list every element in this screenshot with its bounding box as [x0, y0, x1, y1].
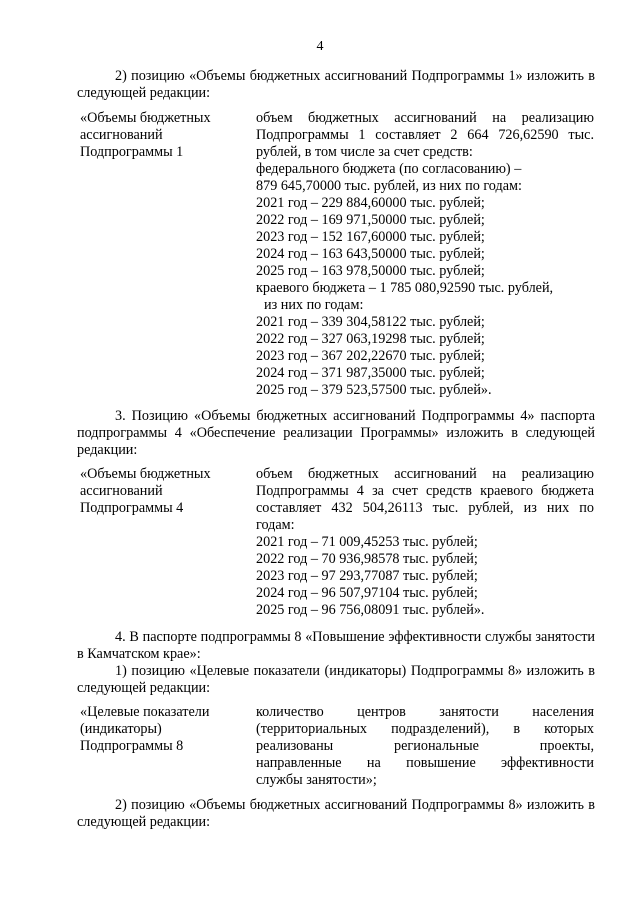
label-line: «Объемы бюджетных [80, 466, 211, 482]
content-line: 2025 год – 379 523,57500 тыс. рублей». [256, 382, 492, 398]
content-line: годам: [256, 517, 295, 533]
paragraph-text: 2) позицию «Объемы бюджетных ассигнований Подпрограммы 1» изложить в следующей редакции: [77, 68, 595, 101]
paragraph-text: 4. В паспорте подпрограммы 8 «Повышение эффективности службы занятости в Камчатском крае»: [77, 629, 595, 662]
content-line: реализованы региональные проекты, [256, 738, 594, 754]
content-line: Подпрограммы 4 за счет средств краевого бюджета [256, 483, 594, 499]
content-line: направленные на повышение эффективности [256, 755, 594, 771]
paragraph-item-3 [77, 408, 595, 459]
page-number: 4 [316, 39, 324, 54]
paragraph-subitem-1 [77, 663, 595, 697]
table-label [80, 110, 240, 161]
content-line: 2022 год – 327 063,19298 тыс. рублей; [256, 331, 485, 347]
content-line: 2021 год – 339 304,58122 тыс. рублей; [256, 314, 485, 330]
content-line: 2024 год – 163 643,50000 тыс. рублей; [256, 246, 485, 262]
content-line: количество центров занятости населения [256, 704, 594, 720]
label-line: ассигнований [80, 127, 163, 143]
table-content [256, 704, 594, 789]
content-line: составляет 432 504,26113 тыс. рублей, из них по [256, 500, 594, 516]
paragraph-subitem-2 [77, 797, 595, 831]
paragraph-item-2 [77, 68, 595, 102]
table-label [80, 704, 240, 755]
content-line: 2021 год – 71 009,45253 тыс. рублей; [256, 534, 478, 550]
label-line: «Целевые показатели [80, 704, 210, 720]
content-line: 2023 год – 97 293,77087 тыс. рублей; [256, 568, 478, 584]
label-line: Подпрограммы 1 [80, 144, 184, 160]
content-line: Подпрограммы 1 составляет 2 664 726,62590 тыс. [256, 127, 594, 143]
content-line: 2023 год – 367 202,22670 тыс. рублей; [256, 348, 485, 364]
content-line: федерального бюджета (по согласованию) – [256, 161, 522, 177]
label-line: «Объемы бюджетных [80, 110, 211, 126]
table-content [256, 466, 594, 619]
content-line: службы занятости»; [256, 772, 377, 788]
content-line: 2021 год – 229 884,60000 тыс. рублей; [256, 195, 485, 211]
content-line: 879 645,70000 тыс. рублей, из них по годам: [256, 178, 522, 194]
content-line: (территориальных подразделений), в которых [256, 721, 594, 737]
table-content [256, 110, 594, 399]
paragraph-item-4 [77, 629, 595, 663]
paragraph-text: 2) позицию «Объемы бюджетных ассигнований Подпрограммы 8» изложить в следующей редакции: [77, 797, 595, 830]
table-label [80, 466, 240, 517]
label-line: Подпрограммы 8 [80, 738, 184, 754]
content-line: рублей, в том числе за счет средств: [256, 144, 473, 160]
content-line: объем бюджетных ассигнований на реализацию [256, 110, 594, 126]
content-line: 2022 год – 70 936,98578 тыс. рублей; [256, 551, 478, 567]
content-line: краевого бюджета – 1 785 080,92590 тыс. рублей, [256, 280, 554, 296]
label-line: Подпрограммы 4 [80, 500, 184, 516]
label-line: (индикаторы) [80, 721, 162, 737]
content-line: 2025 год – 96 756,08091 тыс. рублей». [256, 602, 485, 618]
paragraph-text: 3. Позицию «Объемы бюджетных ассигнований Подпрограммы 4» паспорта подпрограммы 4 «Обеспечение реализации Программы» изложить в следующей редакции: [77, 408, 595, 458]
content-line: 2024 год – 96 507,97104 тыс. рублей; [256, 585, 478, 601]
content-line: 2025 год – 163 978,50000 тыс. рублей; [256, 263, 485, 279]
content-line: 2023 год – 152 167,60000 тыс. рублей; [256, 229, 485, 245]
paragraph-text: 1) позицию «Целевые показатели (индикаторы) Подпрограммы 8» изложить в следующей редакции: [77, 663, 595, 696]
content-line: объем бюджетных ассигнований на реализацию [256, 466, 594, 482]
content-line: 2024 год – 371 987,35000 тыс. рублей; [256, 365, 485, 381]
label-line: ассигнований [80, 483, 163, 499]
content-line: 2022 год – 169 971,50000 тыс. рублей; [256, 212, 485, 228]
content-line: из них по годам: [264, 297, 364, 313]
